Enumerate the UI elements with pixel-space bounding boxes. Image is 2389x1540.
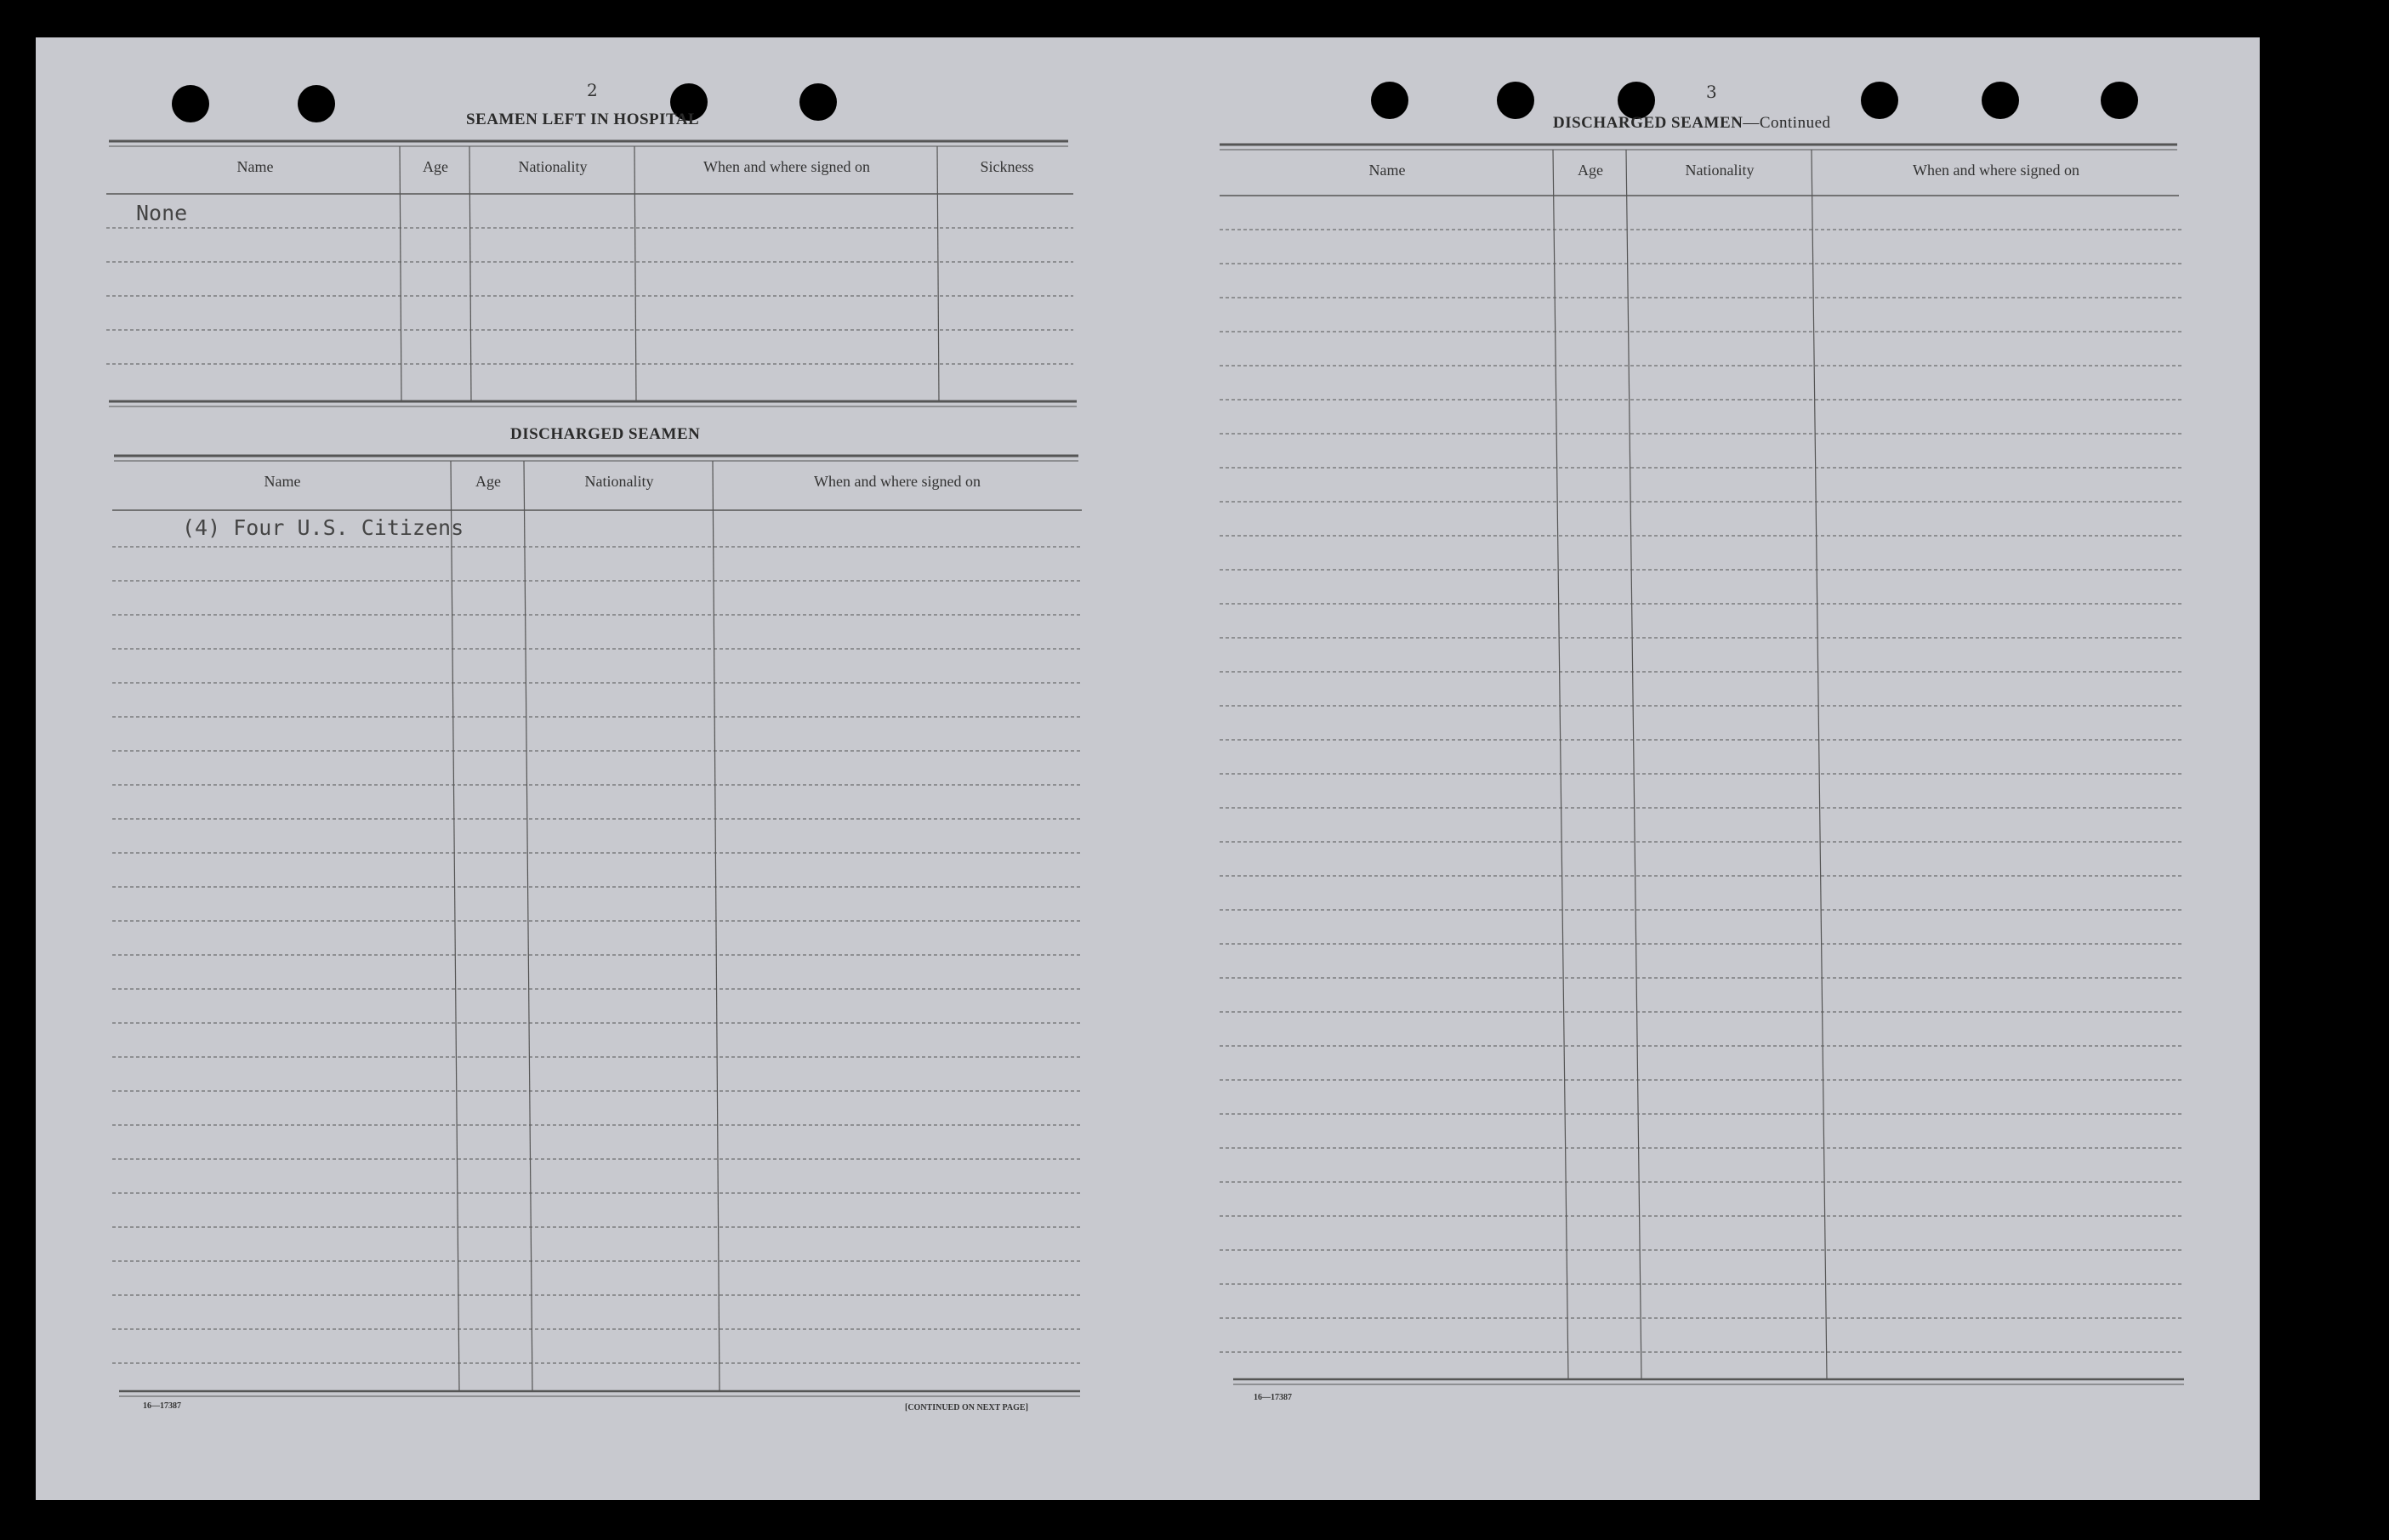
column-header-name: Name bbox=[236, 158, 274, 175]
section-title-discharged: DISCHARGED SEAMEN bbox=[510, 425, 701, 443]
column-header-name: Name bbox=[1368, 162, 1406, 179]
section-title-hospital: SEAMEN LEFT IN HOSPITAL bbox=[466, 111, 700, 128]
hospital-entry: None bbox=[136, 201, 188, 225]
page-number: 3 bbox=[1706, 82, 1717, 102]
column-header-signed-on: When and where signed on bbox=[814, 473, 981, 490]
continued-note: [CONTINUED ON NEXT PAGE] bbox=[905, 1403, 1028, 1412]
column-header-age: Age bbox=[423, 158, 448, 175]
form-number: 16—17387 bbox=[1254, 1393, 1292, 1402]
column-header-age: Age bbox=[1578, 162, 1603, 179]
column-header-age: Age bbox=[475, 473, 501, 490]
column-header-signed-on: When and where signed on bbox=[1913, 162, 2079, 179]
column-header-nationality: Nationality bbox=[584, 473, 654, 490]
column-header-nationality: Nationality bbox=[518, 158, 588, 175]
title-text: DISCHARGED SEAMEN bbox=[1553, 114, 1743, 132]
form-number: 16—17387 bbox=[143, 1401, 181, 1411]
title-suffix: —Continued bbox=[1743, 114, 1831, 132]
page-number: 2 bbox=[587, 80, 598, 100]
column-header-signed-on: When and where signed on bbox=[703, 158, 870, 175]
section-title-discharged-continued bbox=[1553, 114, 1831, 133]
column-header-nationality: Nationality bbox=[1685, 162, 1755, 179]
column-header-name: Name bbox=[264, 473, 301, 490]
column-header-sickness: Sickness bbox=[980, 158, 1034, 175]
discharged-entry: (4) Four U.S. Citizens bbox=[182, 515, 464, 540]
